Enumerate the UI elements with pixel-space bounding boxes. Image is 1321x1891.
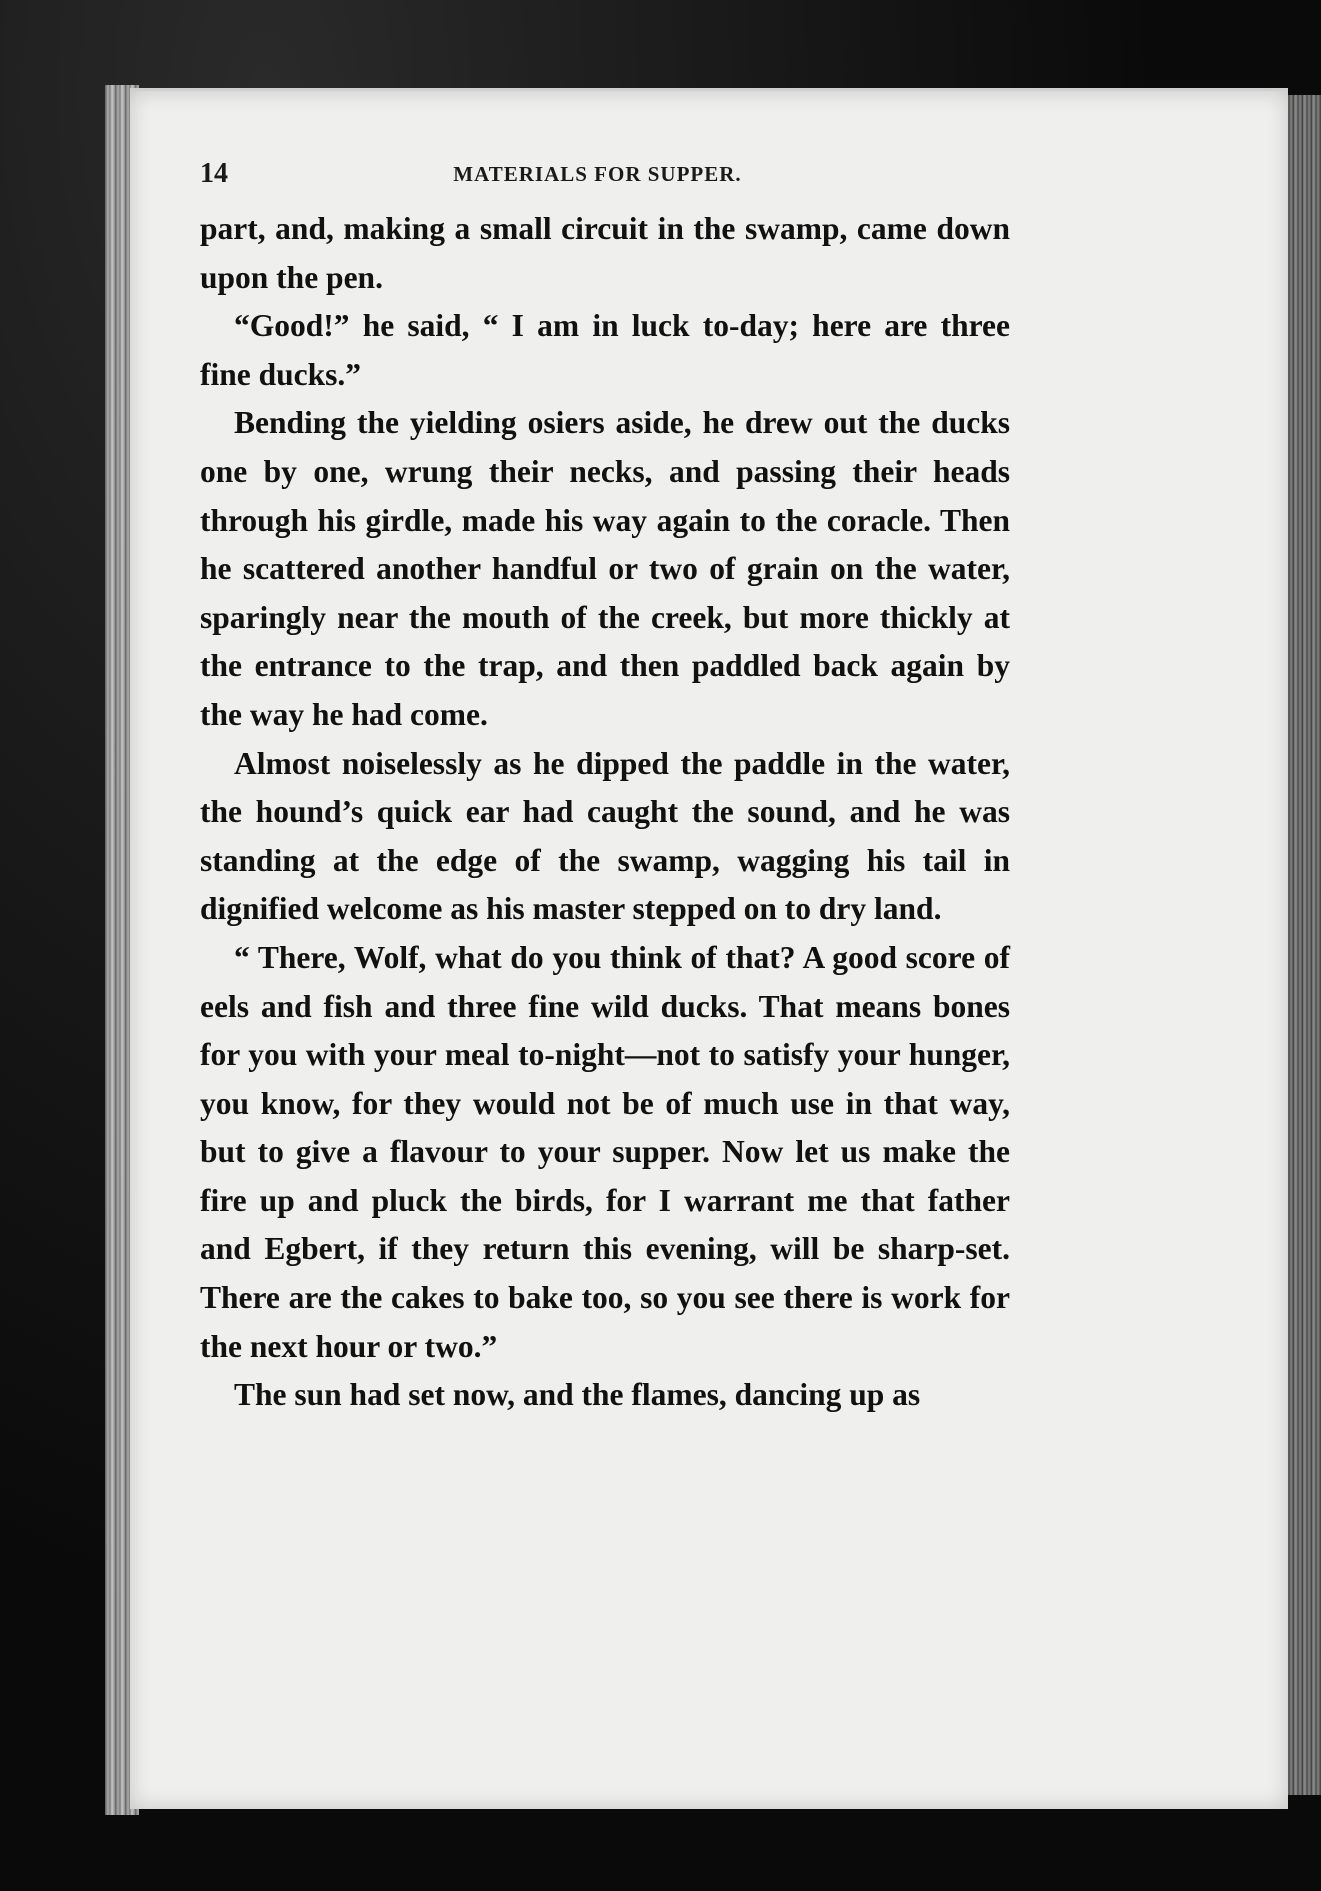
paragraph: Bending the yielding osiers aside, he drew out the ducks one by one, wrung their necks, and passing their heads through his girdle, made his way again to the coracle. Then he scattered another handful or two of grain on the water, sparingly near the mouth of the creek, but more thickly at the entrance to the trap, and then paddled back again by the way he had come. bbox=[200, 405, 1010, 732]
paragraph: The sun had set now, and the flames, dancing up as bbox=[234, 1377, 921, 1413]
paragraph: Almost noiselessly as he dipped the paddle in the water, the hound’s quick ear had caught the sound, and he was standing at the edge of the swamp, wagging his tail in dignified welcome as his master stepped on to dry land. bbox=[200, 745, 1010, 927]
paragraph: “Good!” he said, “ I am in luck to-day; here are three fine ducks.” bbox=[200, 308, 1010, 392]
page-header bbox=[200, 158, 995, 198]
running-head: MATERIALS FOR SUPPER. bbox=[453, 162, 742, 186]
paragraph: part, and, making a small circuit in the swamp, came down upon the pen. bbox=[200, 211, 1010, 295]
body-text bbox=[200, 205, 1010, 1420]
paragraph: “ There, Wolf, what do you think of that? A good score of eels and fish and three fine wild ducks. That means bones for you with your meal to-night—not to satisfy your hunger, you know, for they would not be of much use in that way, but to give a flavour to your supper. Now let us make the fire up and pluck the birds, for I warrant me that father and Egbert, if they return this evening, will be sharp-set. There are the cakes to bake too, so you see there is work for the next hour or two.” bbox=[200, 939, 1010, 1364]
page-number: 14 bbox=[200, 158, 228, 189]
page-edge-right bbox=[1285, 95, 1321, 1795]
